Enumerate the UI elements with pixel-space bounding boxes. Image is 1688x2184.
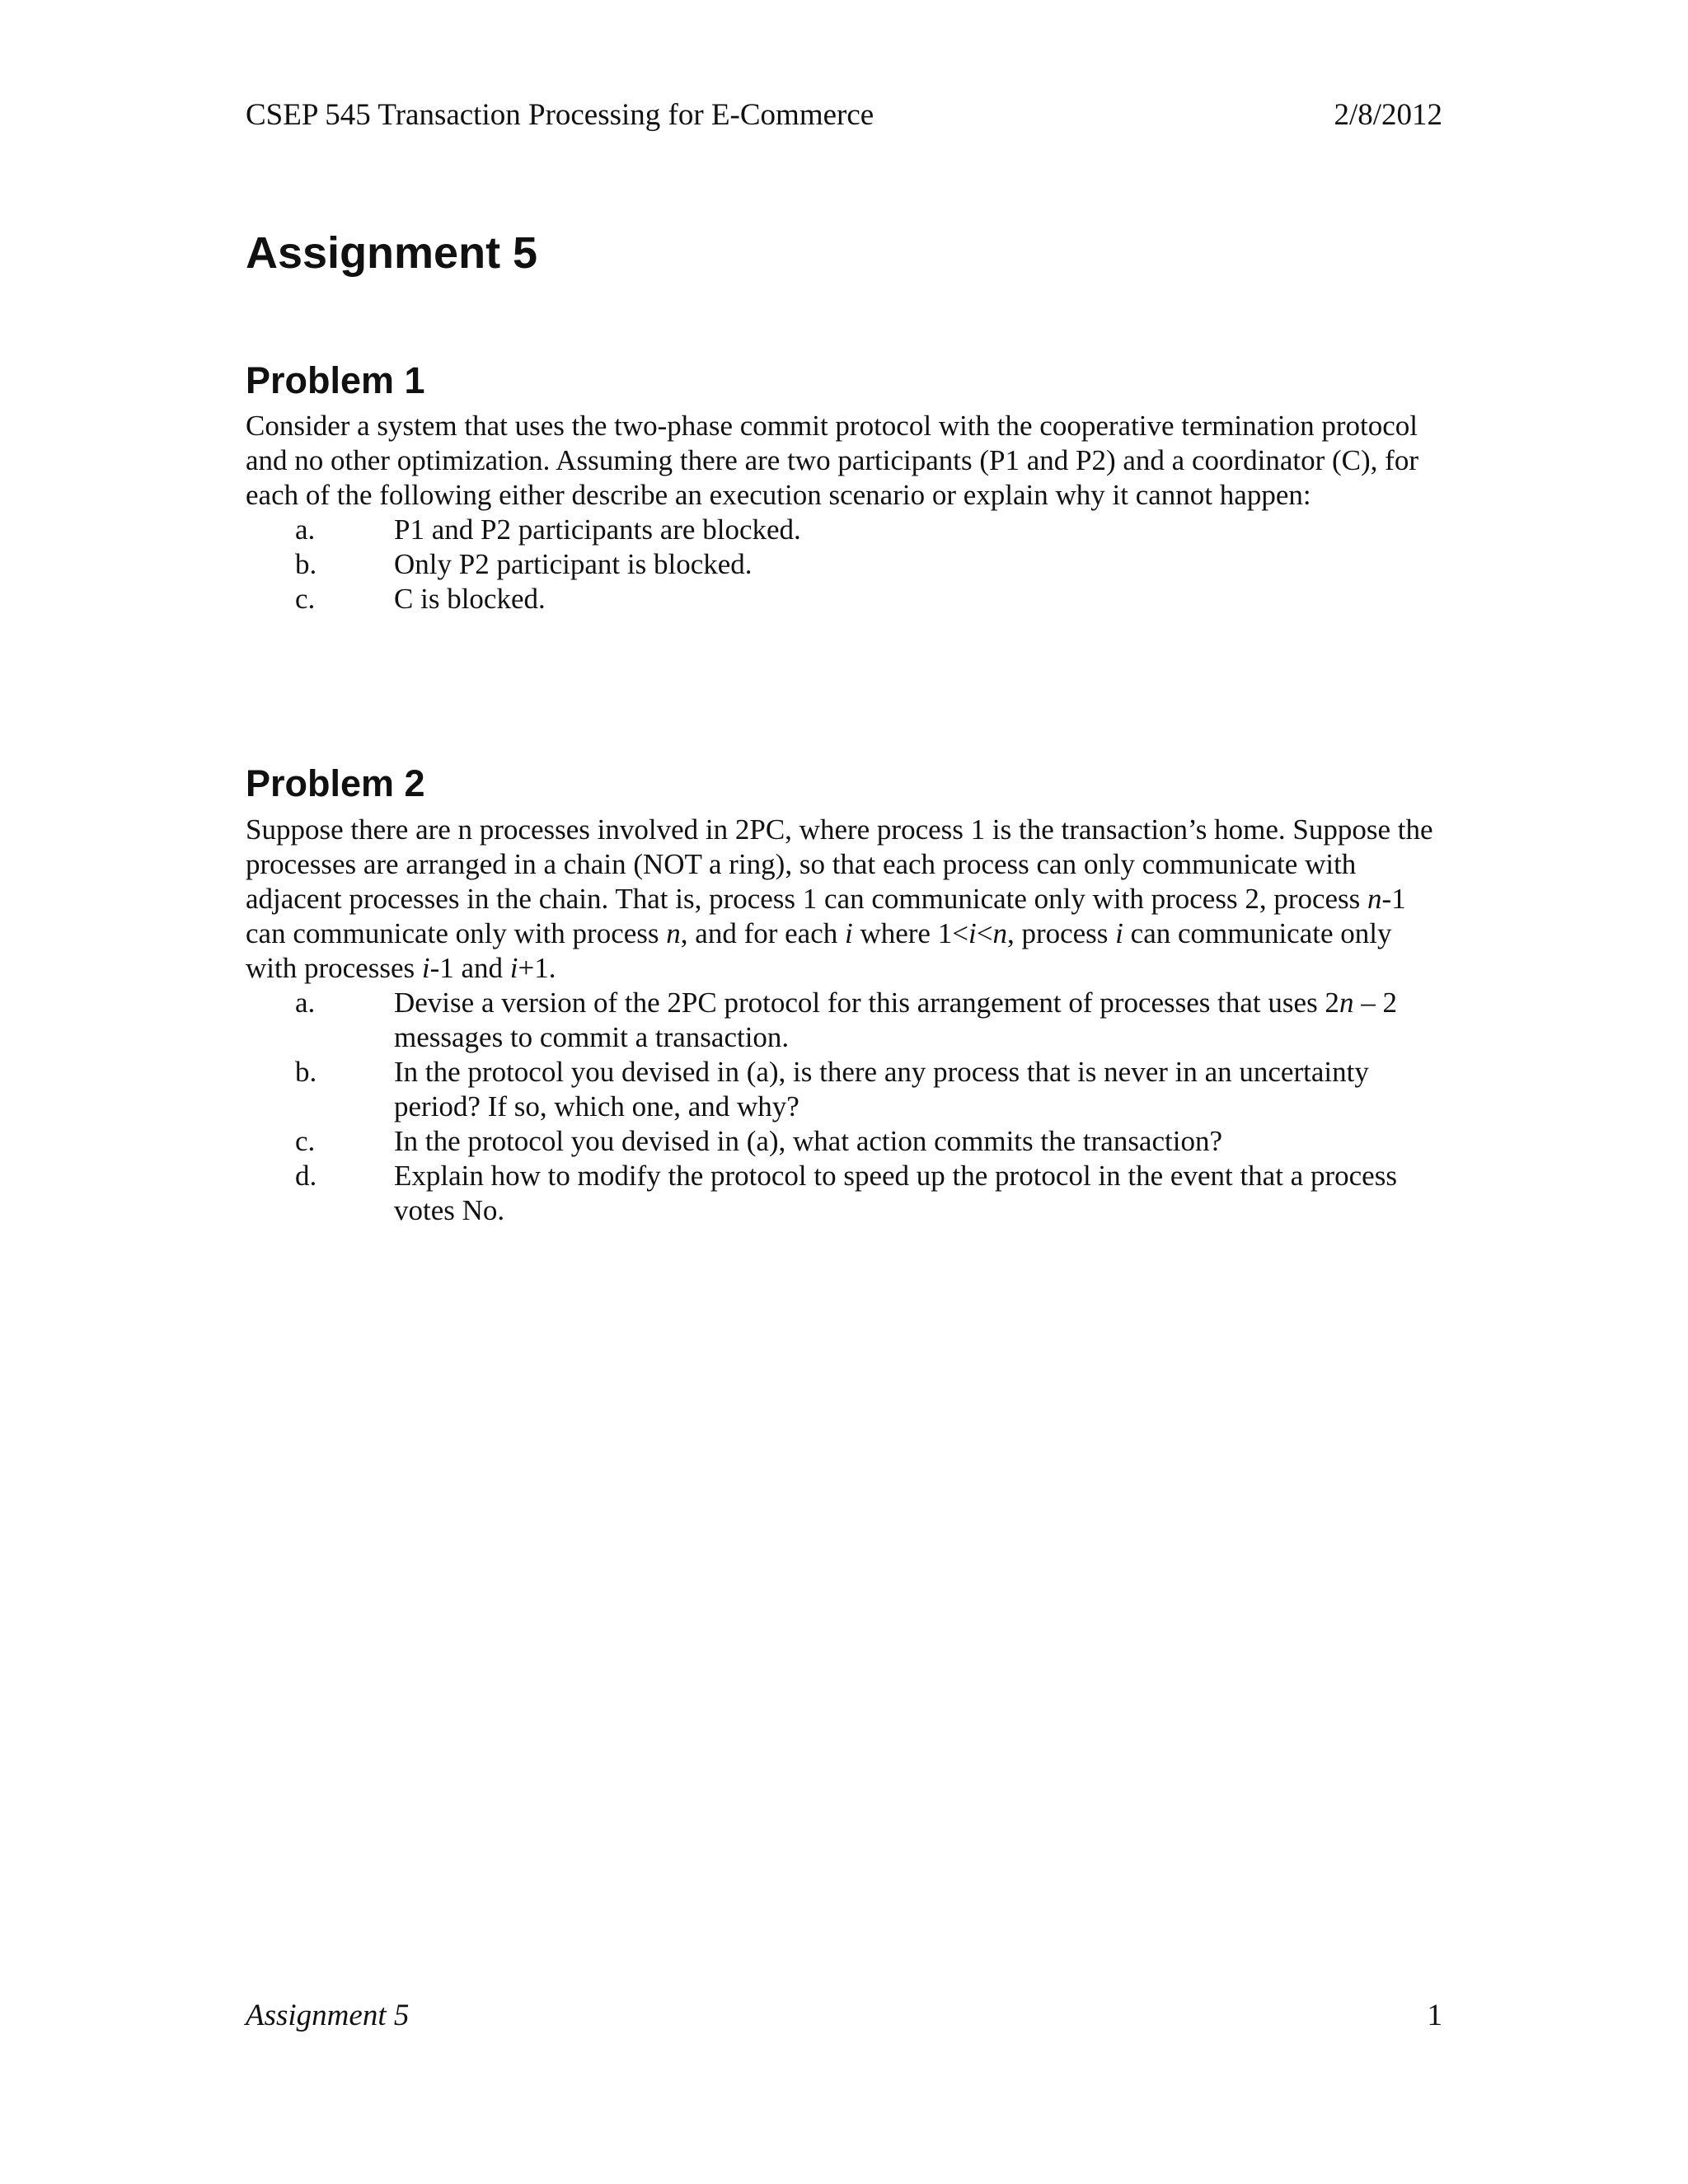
list-marker: c. bbox=[295, 1125, 316, 1157]
problem-2-intro bbox=[246, 813, 1449, 986]
list-item-text: Explain how to modify the protocol to speed up the protocol in the event that a process votes No. bbox=[394, 1160, 1397, 1226]
list-item-text: Only P2 participant is blocked. bbox=[394, 548, 753, 580]
problem-2-heading: Problem 2 bbox=[246, 762, 425, 804]
document-title: Assignment 5 bbox=[246, 228, 538, 278]
list-marker: b. bbox=[295, 548, 317, 580]
problem-1-intro: Consider a system that uses the two-phase commit protocol with the cooperative termination protocol and no other optimization. Assuming there are two participants (P1 and P2) and a coordinator (C), for each of the following either describe an execution scenario or explain why it cannot happen: bbox=[246, 410, 1418, 511]
item-text: – 2 messages to commit a transaction. bbox=[394, 987, 1397, 1053]
intro-text: where 1< bbox=[852, 917, 968, 949]
problem-1-body bbox=[246, 409, 1449, 616]
list-item-text: C is blocked. bbox=[394, 583, 546, 615]
var-n: n bbox=[1367, 883, 1382, 915]
page-footer bbox=[246, 1998, 1442, 2034]
intro-text: -1 and bbox=[429, 952, 510, 984]
var-i: i bbox=[421, 952, 430, 984]
course-title: CSEP 545 Transaction Processing for E-Commerce bbox=[246, 98, 874, 132]
problem-2-body bbox=[246, 813, 1449, 1228]
intro-text: < bbox=[976, 917, 993, 949]
footer-title: Assignment 5 bbox=[246, 1999, 410, 2032]
var-n: n bbox=[1339, 987, 1354, 1019]
item-text: Devise a version of the 2PC protocol for this arrangement of processes that uses 2 bbox=[394, 987, 1339, 1019]
intro-text: can communicate only with processes bbox=[246, 917, 1392, 984]
intro-text: Suppose there are n processes involved in 2PC, where process 1 is the transaction’s home. Suppose the processes are arranged in a chain (NOT a ring), so that each process can only communicate with adjacent processes in the chain. That is, process 1 can communicate only with process 2, process bbox=[246, 813, 1433, 915]
list-item bbox=[246, 513, 1441, 547]
var-i: i bbox=[844, 917, 853, 949]
list-item-text: P1 and P2 participants are blocked. bbox=[394, 513, 801, 546]
var-i: i bbox=[968, 917, 977, 949]
list-marker: b. bbox=[295, 1056, 317, 1088]
list-item bbox=[246, 547, 1441, 582]
list-item-text bbox=[394, 987, 1397, 1053]
intro-text: +1. bbox=[518, 952, 556, 984]
problem-1-heading: Problem 1 bbox=[246, 359, 425, 401]
list-item bbox=[246, 582, 1441, 616]
list-marker: d. bbox=[295, 1160, 317, 1192]
page-number: 1 bbox=[1427, 1999, 1442, 2032]
list-item-text: In the protocol you devised in (a), is there any process that is never in an uncertainty period? If so, which one, and why? bbox=[394, 1056, 1369, 1122]
list-item bbox=[246, 1159, 1441, 1228]
list-item bbox=[246, 986, 1441, 1055]
var-i: i bbox=[509, 952, 518, 984]
page-header bbox=[246, 97, 1442, 134]
problem-1-list bbox=[246, 513, 1449, 616]
intro-text: -1 can communicate only with process bbox=[246, 883, 1406, 949]
list-item bbox=[246, 1124, 1441, 1159]
list-marker: a. bbox=[295, 987, 316, 1019]
header-date: 2/8/2012 bbox=[1334, 98, 1442, 132]
var-n: n bbox=[992, 917, 1007, 949]
intro-text: , process bbox=[1006, 917, 1116, 949]
problem-2-list bbox=[246, 986, 1449, 1228]
list-item-text: In the protocol you devised in (a), what action commits the transaction? bbox=[394, 1125, 1222, 1157]
var-n: n bbox=[666, 917, 681, 949]
var-i: i bbox=[1115, 917, 1123, 949]
list-marker: a. bbox=[295, 513, 316, 546]
intro-text: , and for each bbox=[680, 917, 845, 949]
list-marker: c. bbox=[295, 583, 316, 615]
list-item bbox=[246, 1055, 1441, 1124]
